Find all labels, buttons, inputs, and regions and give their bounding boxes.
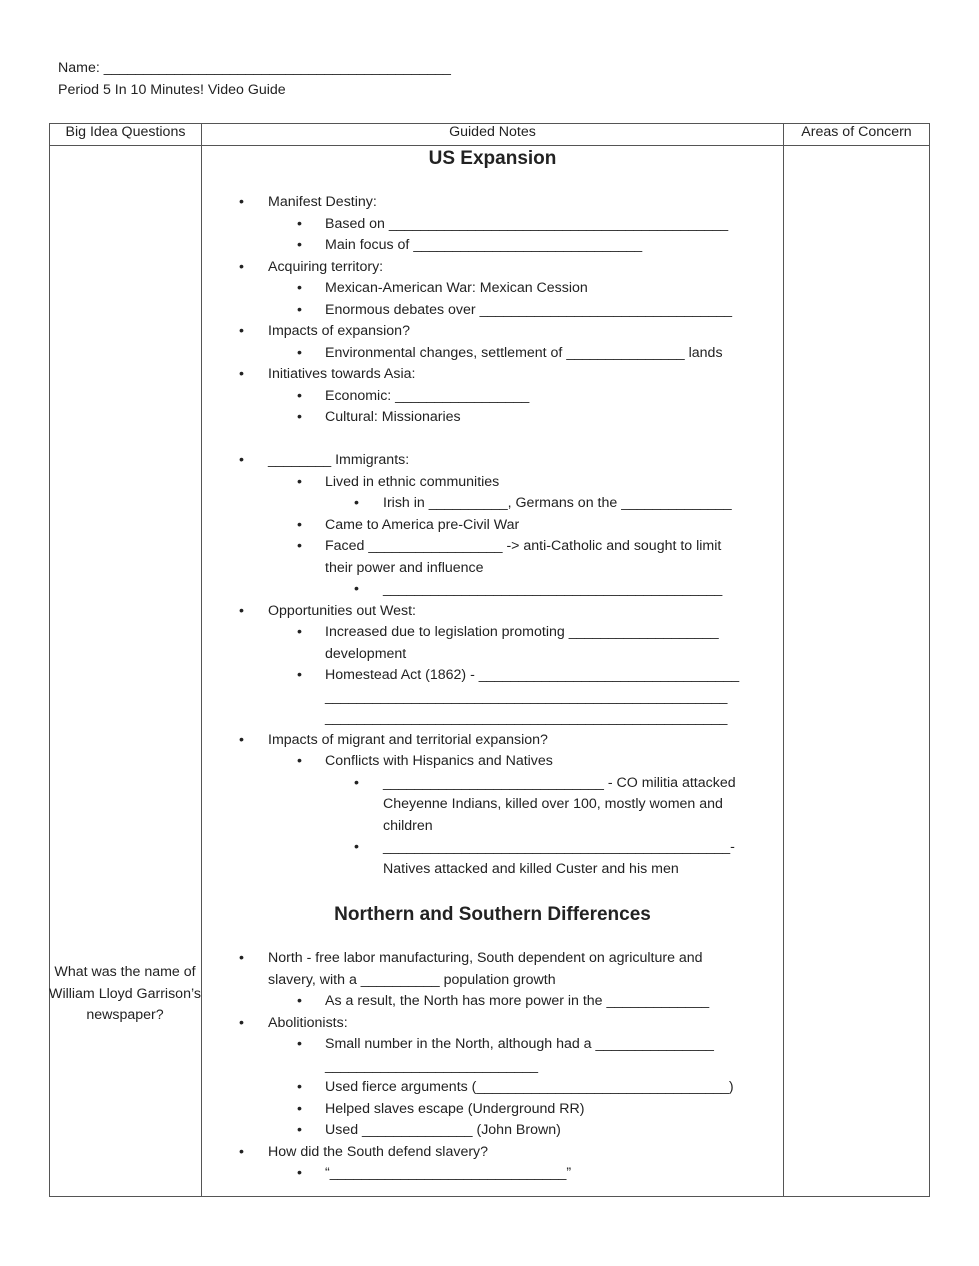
list-item-text: Enormous debates over ________________________________ bbox=[325, 301, 733, 318]
list-item bbox=[202, 450, 783, 472]
list-item-text: Homestead Act (1862) - _________________________________ bbox=[325, 667, 740, 683]
bullet-icon: • bbox=[297, 1165, 302, 1181]
note-group bbox=[202, 948, 783, 1185]
guided-notes-cell bbox=[202, 146, 784, 1197]
list-item bbox=[202, 1077, 783, 1099]
list-item bbox=[202, 837, 783, 859]
bullet-icon: • bbox=[239, 194, 244, 210]
list-item-text: Increased due to legislation promoting ___________________ bbox=[325, 624, 719, 640]
list-item bbox=[202, 558, 783, 580]
list-item bbox=[202, 1034, 783, 1056]
list-item bbox=[202, 300, 783, 322]
list-item-text: Lived in ethnic communities bbox=[325, 473, 500, 490]
list-item bbox=[202, 816, 783, 838]
list-item-text: Main focus of _____________________________ bbox=[325, 237, 643, 253]
list-item bbox=[202, 386, 783, 408]
list-item-text: ____________________________________________- bbox=[383, 839, 735, 855]
bullet-icon: • bbox=[239, 1014, 244, 1031]
list-item bbox=[202, 1013, 783, 1035]
list-item-text: ___________________________________________________ bbox=[325, 710, 728, 726]
list-item bbox=[202, 859, 783, 881]
list-item-text: Small number in the North, although had a _______________ bbox=[325, 1036, 714, 1052]
list-item bbox=[202, 1099, 783, 1121]
list-item bbox=[202, 730, 783, 752]
section-title: Northern and Southern Differences bbox=[334, 904, 651, 925]
bullet-icon: • bbox=[239, 731, 244, 748]
list-item bbox=[202, 644, 783, 666]
list-item-text: Based on ___________________________________________ bbox=[325, 215, 729, 232]
bullet-icon: • bbox=[297, 215, 302, 232]
bullet-icon: • bbox=[297, 387, 302, 404]
list-item bbox=[202, 343, 783, 365]
bullet-icon: • bbox=[239, 258, 244, 275]
bullet-icon: • bbox=[239, 452, 244, 468]
video-guide-table bbox=[49, 123, 930, 1197]
column-header-areas-of-concern: Areas of Concern bbox=[784, 124, 930, 146]
list-item bbox=[202, 1163, 783, 1185]
bullet-icon: • bbox=[239, 950, 244, 966]
list-item-text: Helped slaves escape (Underground RR) bbox=[325, 1100, 585, 1117]
list-item-text: “______________________________” bbox=[325, 1165, 572, 1181]
bullet-icon: • bbox=[297, 301, 302, 318]
list-item bbox=[202, 321, 783, 343]
list-item bbox=[202, 708, 783, 730]
big-idea-question: What was the name of William Lloyd Garrison’s newspaper? bbox=[49, 964, 201, 1023]
bullet-icon: • bbox=[354, 774, 359, 791]
list-item bbox=[202, 687, 783, 709]
list-item-text: development bbox=[325, 645, 407, 662]
list-item-text: Cultural: Missionaries bbox=[325, 409, 461, 425]
bullet-icon: • bbox=[297, 409, 302, 425]
column-header-guided-notes: Guided Notes bbox=[202, 124, 784, 146]
list-item-text: North - free labor manufacturing, South dependent on agriculture and bbox=[268, 950, 703, 966]
list-item-text: children bbox=[383, 817, 433, 834]
list-item bbox=[202, 1056, 783, 1078]
list-item-text: ___________________________________________________ bbox=[325, 688, 728, 705]
list-item bbox=[202, 1142, 783, 1164]
list-item bbox=[202, 773, 783, 795]
list-item bbox=[202, 751, 783, 773]
list-item-text: Faced _________________ -> anti-Catholic and sought to limit bbox=[325, 538, 722, 554]
list-item bbox=[202, 970, 783, 992]
list-item bbox=[202, 257, 783, 279]
list-item-text: As a result, the North has more power in the _____________ bbox=[325, 993, 710, 1009]
bullet-icon: • bbox=[354, 581, 359, 597]
bullet-icon: • bbox=[297, 993, 302, 1009]
list-item-text: Acquiring territory: bbox=[268, 258, 384, 275]
bullet-icon: • bbox=[297, 516, 302, 533]
list-item-text: Abolitionists: bbox=[268, 1014, 348, 1031]
list-item bbox=[202, 278, 783, 300]
bullet-icon: • bbox=[297, 624, 302, 640]
list-item-text: Natives attacked and killed Custer and his men bbox=[383, 860, 679, 877]
list-item bbox=[202, 665, 783, 687]
list-item bbox=[202, 364, 783, 386]
bullet-icon: • bbox=[297, 753, 302, 769]
bullet-icon: • bbox=[297, 667, 302, 683]
list-item bbox=[202, 214, 783, 236]
list-item bbox=[202, 948, 783, 970]
list-item-text: ___________________________________________ bbox=[383, 581, 723, 597]
list-item-text: Opportunities out West: bbox=[268, 602, 416, 619]
list-item-text: their power and influence bbox=[325, 559, 484, 576]
bullet-icon: • bbox=[239, 602, 244, 619]
list-item bbox=[202, 601, 783, 623]
list-item-text: Impacts of expansion? bbox=[268, 323, 410, 339]
list-item bbox=[202, 235, 783, 257]
list-item bbox=[202, 794, 783, 816]
bullet-icon: • bbox=[297, 1122, 302, 1138]
list-item-text: Manifest Destiny: bbox=[268, 194, 377, 210]
bullet-icon: • bbox=[297, 538, 302, 554]
list-item-text: ____________________________ - CO militia attacked bbox=[383, 774, 736, 791]
bullet-icon: • bbox=[354, 839, 359, 855]
bullet-icon: • bbox=[297, 237, 302, 253]
bullet-icon: • bbox=[297, 1079, 302, 1095]
list-item bbox=[202, 192, 783, 214]
list-item-text: ___________________________ bbox=[325, 1057, 539, 1074]
bullet-icon: • bbox=[297, 280, 302, 296]
list-item-text: Initiatives towards Asia: bbox=[268, 366, 416, 382]
bullet-icon: • bbox=[239, 366, 244, 382]
bullet-icon: • bbox=[239, 323, 244, 339]
document-subtitle: Period 5 In 10 Minutes! Video Guide bbox=[58, 82, 286, 98]
list-item-text: Mexican-American War: Mexican Cession bbox=[325, 280, 588, 296]
list-item-text: Cheyenne Indians, killed over 100, mostly women and bbox=[383, 796, 723, 812]
list-item-text: ________ Immigrants: bbox=[268, 452, 410, 468]
list-item bbox=[202, 622, 783, 644]
list-item bbox=[202, 991, 783, 1013]
name-field[interactable]: Name: ____________________________________________ bbox=[58, 60, 451, 76]
bullet-icon: • bbox=[297, 344, 302, 361]
list-item bbox=[202, 536, 783, 558]
list-item-text: How did the South defend slavery? bbox=[268, 1143, 489, 1160]
list-item bbox=[202, 407, 783, 429]
list-item-text: Used fierce arguments (________________________________) bbox=[325, 1079, 734, 1095]
note-group bbox=[202, 192, 783, 429]
list-item-text: slavery, with a __________ population growth bbox=[268, 971, 556, 988]
list-item-text: Used ______________ (John Brown) bbox=[325, 1122, 561, 1138]
section-title: US Expansion bbox=[428, 148, 557, 169]
bullet-icon: • bbox=[297, 1100, 302, 1117]
list-item-text: Conflicts with Hispanics and Natives bbox=[325, 753, 553, 769]
list-item-text: Environmental changes, settlement of _______________ lands bbox=[325, 344, 723, 361]
big-idea-cell[interactable] bbox=[50, 146, 202, 1197]
list-item-text: Came to America pre-Civil War bbox=[325, 516, 520, 533]
list-item-text: Economic: _________________ bbox=[325, 387, 530, 404]
list-item bbox=[202, 515, 783, 537]
bullet-icon: • bbox=[297, 473, 302, 490]
list-item bbox=[202, 579, 783, 601]
bullet-icon: • bbox=[239, 1143, 244, 1160]
guided-notes bbox=[202, 146, 783, 1185]
column-header-big-idea: Big Idea Questions bbox=[50, 124, 202, 146]
note-group bbox=[202, 450, 783, 880]
bullet-icon: • bbox=[354, 495, 359, 511]
list-item-text: Impacts of migrant and territorial expansion? bbox=[268, 731, 548, 748]
list-item-text: Irish in __________, Germans on the ______________ bbox=[383, 495, 732, 511]
areas-of-concern-cell[interactable] bbox=[784, 146, 930, 1197]
list-item bbox=[202, 493, 783, 515]
list-item bbox=[202, 472, 783, 494]
bullet-icon: • bbox=[297, 1036, 302, 1052]
list-item bbox=[202, 1120, 783, 1142]
